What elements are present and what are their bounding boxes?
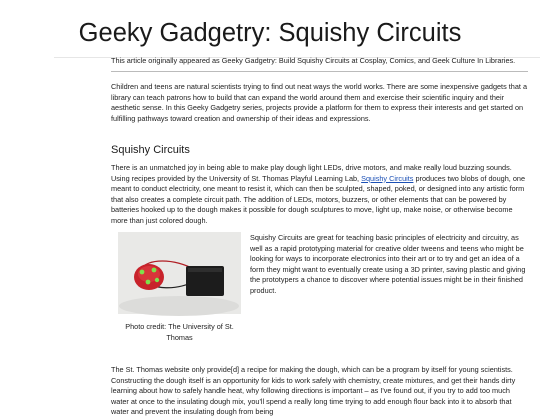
side-paragraph: Squishy Circuits are great for teaching basic principles of electricity and circuitry, as well as a rapid prototyping material for creative older tweens and teens who might be looking for ways to incorporate electronics into their art or to try and get an idea of a form they might want to eventually create using a 3D printer, saving plastic and giving the prototypers a chance to discover where potential issues might be in their finished product. [250, 233, 526, 295]
section-heading: Squishy Circuits [111, 144, 190, 156]
bottom-paragraph: The St. Thomas website only provide[d] a recipe for making the dough, which can be a program by itself for young scientists. Constructing the dough itself is an opportunity for kids to work safely with chemistry, create mixtures, and get their hands dirty learning about how to safely handle heat, why following directions is important – as I've found out, if you try to add too much water at once to the insulating dough mix, you'll spend a really long time trying to add enough flour back into it to absorb that water and prevent the insulating dough from being [111, 365, 516, 416]
squishy-circuit-photo-art [118, 232, 241, 314]
lead-paragraph: This article originally appeared as Geeky Gadgetry: Build Squishy Circuits at Cosplay, Comics, and Geek Culture In Libraries. [111, 56, 516, 65]
page-title: Geeky Gadgetry: Squishy Circuits [78, 19, 462, 47]
photo-caption: Photo credit: The University of St. Thomas [125, 322, 234, 342]
intro-paragraph: Children and teens are natural scientists trying to find out neat ways the world works. There are some inexpensive gadgets that a library can teach patrons how to build that can expand the world around them and exercise their scientific inquiry and their aesthetic sense. In this Geeky Gadgetry series, projects provide a platform for them to express their interests and get started on fulfilling pathways toward creation and ownership of their ideas and expressions. [111, 82, 528, 123]
recipe-text-after: produces two blobs of dough, one meant to conduct electricity, one meant to resist it, which can then be sculpted, shaped, poked, or designed into any artistic form that also creates a complete circuit path. The addition of LEDs, motors, buzzers, or other elements that can be powered by batteries hooked up to the dough makes it possible for dough sculptures to move, light up, make noise, or otherwise become more than just colored dough. [111, 173, 525, 225]
squishy-circuit-photo [118, 232, 241, 314]
squishy-circuits-link[interactable]: Squishy Circuits [361, 173, 414, 183]
recipe-paragraph [111, 163, 528, 226]
lead-divider [111, 71, 528, 72]
recipe-text-before: There is an unmatched joy in being able to make play dough light LEDs, drive motors, and make really loud buzzing sounds. Using recipes provided by the University of St. Thomas Playful Learning Lab, [111, 163, 512, 183]
